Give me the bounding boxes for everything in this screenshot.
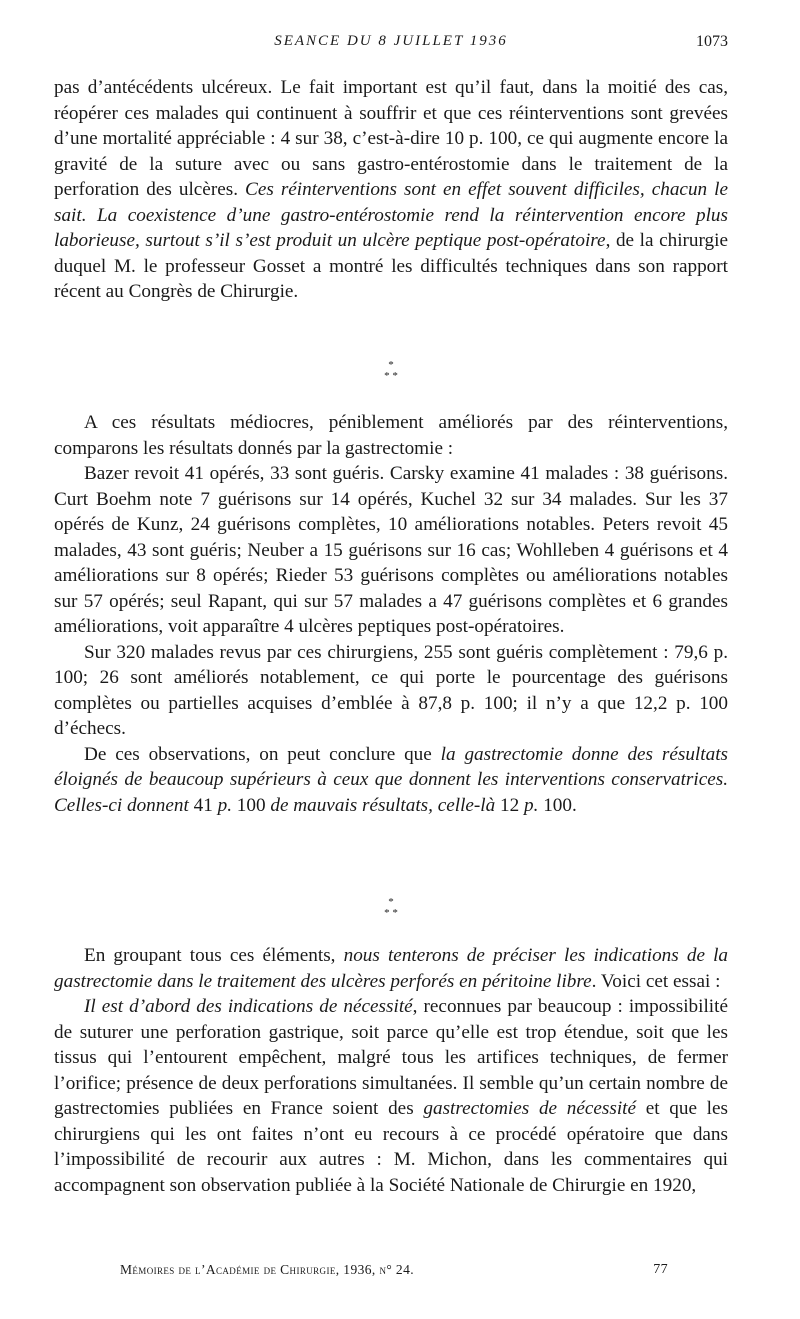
paragraph-conclusion: De ces observations, on peut conclure que la gastrectomie donne des résultats éloignés de beaucoup supérieurs à ceux que donnent les interventions conservatrices. Celles-ci donnent 41 p. 100 de mauvais résultats, celle-là 12 p. 100. [54, 743, 728, 816]
footer-journal-reference: Mémoires de l’Académie de Chirurgie, 1936, n° 24. [120, 1262, 414, 1277]
text-block-top [54, 75, 728, 305]
separator-star-bottom: * * [384, 370, 398, 382]
separator-star-bottom: * * [384, 907, 398, 919]
page-number: 1073 [696, 33, 728, 50]
separator-star-top: * [388, 896, 394, 908]
paragraph-surgeon-results: Bazer revoit 41 opérés, 33 sont guéris. Carsky examine 41 malades : 38 guérisons. Curt Boehm note 7 guérisons sur 14 opérés, Kuchel 32 sur 34 malades. Sur les 37 opérés de Kunz, 24 guérisons complètes, 10 améliorations notables. Peters revoit 45 malades, 43 sont guéris; Neuber a 15 guérisons sur 16 cas; Wohlleben 4 guérisons et 4 améliorations sur 8 opérés; Rieder 53 guérisons complètes ou améliorations notables sur 57 opérés; seul Rapant, qui sur 57 malades a 47 guérisons complètes et 6 grandes améliorations, voit apparaître 4 ulcères peptiques post-opératoires. [54, 463, 728, 637]
text-block-bottom [54, 943, 728, 1198]
running-title: SEANCE DU 8 JUILLET 1936 [274, 33, 508, 49]
text-block-middle [54, 410, 728, 818]
paragraph-continuation: pas d’antécédents ulcéreux. Le fait important est qu’il faut, dans la moitié des cas, réopérer ces malades qui continuent à souffrir et que ces réinterventions sont grevées d’une mortalité appréciable : 4 sur 38, c’est-à-dire 10 p. 100, ce qui augmente encore la gravité de la suture avec ou sans gastro-entérostomie dans le traitement de la perforation des ulcères. Ces réinterventions sont en effet souvent difficiles, chacun le sait. La coexistence d’une gastro-entérostomie rend la réintervention encore plus laborieuse, surtout s’il s’est produit un ulcère peptique post-opératoire, de la chirurgie duquel M. le professeur Gosset a montré les difficultés techniques dans son rapport récent au Congrès de Chirurgie. [54, 77, 729, 302]
paragraph-results-intro: A ces résultats médiocres, péniblement améliorés par des réinterventions, comparons les résultats donnés par la gastrectomie : [54, 412, 728, 459]
footer-sheet-number: 77 [653, 1262, 668, 1277]
section-separator-2 [54, 897, 728, 919]
italic-passage: Ces réinterventions sont en effet souvent difficiles, chacun le sait. La coexistence d’une gastro-entérostomie rend la réintervention encore plus laborieuse, surtout s’il s’est produit un ulcère peptique post-opératoire [54, 179, 728, 251]
section-separator-1 [54, 360, 728, 382]
paragraph-totals: Sur 320 malades revus par ces chirurgiens, 255 sont guéris complètement : 79,6 p. 100; 26 sont améliorés notablement, ce qui porte le pourcentage des guérisons complètes ou partielles acquises d’emblée à 87,8 p. 100; il n’y a que 12,2 p. 100 d’échecs. [54, 641, 728, 739]
page-footer [120, 1262, 668, 1282]
separator-star-top: * [388, 359, 394, 371]
running-head [54, 33, 728, 55]
paragraph-indications-intro: En groupant tous ces éléments, nous tenterons de préciser les indications de la gastrectomie dans le traitement des ulcères perforés en péritoine libre. Voici cet essai : [54, 945, 729, 992]
paragraph-necessity-indications: Il est d’abord des indications de nécessité, reconnues par beaucoup : impossibilité de suturer une perforation gastrique, soit parce qu’elle est trop étendue, soit que les tissus qui l’entourent empêchent, malgré tous les artifices techniques, de fermer l’orifice; présence de deux perforations simultanées. Il semble qu’un certain nombre de gastrectomies publiées en France soient des gastrectomies de nécessité et que les chirurgiens qui les ont faites n’ont eu recours à ce procédé opératoire que dans l’impossibilité de recourir aux autres : M. Michon, dans les commentaires qui accompagnent son observation publiée à la Société Nationale de Chirurgie en 1920, [54, 996, 728, 1196]
